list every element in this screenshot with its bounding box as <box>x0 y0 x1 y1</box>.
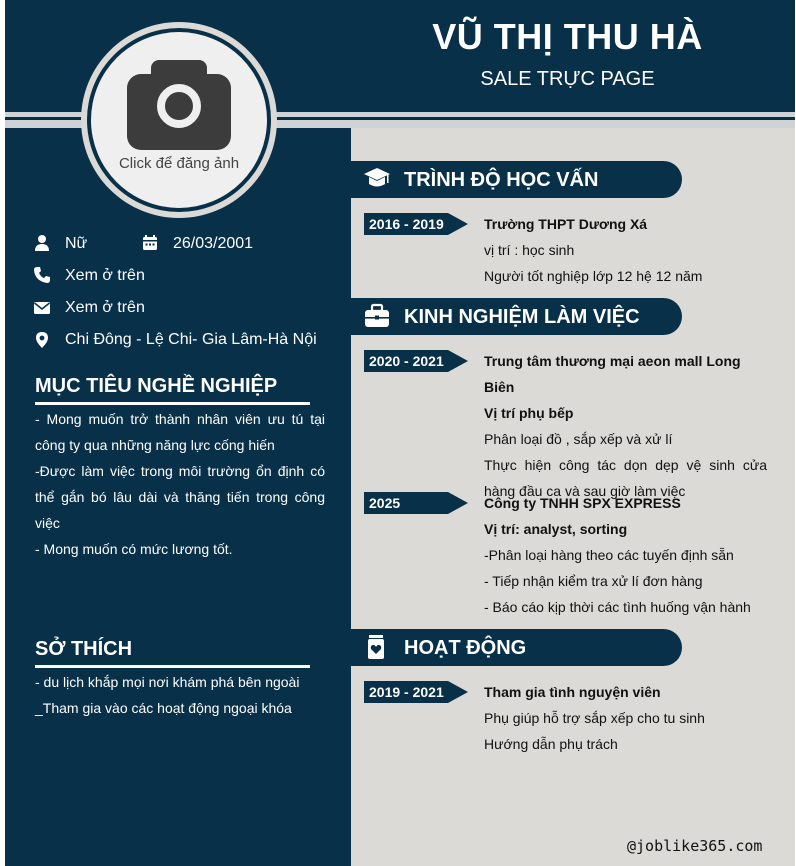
experience-entry <box>484 490 767 620</box>
phone-icon <box>33 266 51 284</box>
person-icon <box>33 234 51 252</box>
experience-period: 2025 <box>364 492 448 514</box>
tag-arrow <box>448 350 468 372</box>
gender-value: Nữ <box>65 235 88 252</box>
job-title: SALE TRỰC PAGE <box>480 68 655 90</box>
location-pin-icon <box>33 331 51 349</box>
tag-arrow <box>448 213 468 235</box>
job-role: Vị trí: analyst, sorting <box>484 521 628 537</box>
objective-text <box>35 406 325 562</box>
envelope-icon <box>33 299 51 317</box>
activities-header <box>351 629 682 666</box>
address-value: Chi Đông - Lệ Chi- Gia Lâm-Hà Nội <box>65 331 317 348</box>
education-line: Người tốt nghiệp lớp 12 hệ 12 năm <box>484 268 703 284</box>
activities-title: HOẠT ĐỘNG <box>404 637 527 659</box>
education-header <box>351 161 682 198</box>
experience-line: Thực hiện công tác dọn dẹp vệ sinh cửa hàng đầu ca và sau giờ làm việc <box>484 457 767 499</box>
experience-line: - Báo cáo kịp thời các tình huống vận hành <box>484 599 751 615</box>
phone-value: Xem ở trên <box>65 267 145 284</box>
education-title: TRÌNH ĐỘ HỌC VẤN <box>404 169 599 191</box>
company-name: Trung tâm thương mại aeon mall Long Biên <box>484 353 741 395</box>
footer-watermark: @joblike365.com <box>627 837 763 855</box>
company-name: Công ty TNHH SPX EXPRESS <box>484 495 681 511</box>
objective-line: -Được làm việc trong môi trường ổn định có thể gắn bó lâu dài và thăng tiến trong công việc <box>35 463 325 531</box>
activity-line: Phụ giúp hỗ trợ sắp xếp cho tu sinh <box>484 710 705 726</box>
education-entry <box>484 211 767 289</box>
cv-page <box>5 0 795 866</box>
birthdate-value: 26/03/2001 <box>173 235 254 252</box>
education-period: 2016 - 2019 <box>364 213 448 235</box>
activity-name: Tham gia tình nguyện viên <box>484 684 661 700</box>
experience-title: KINH NGHIỆM LÀM VIỆC <box>404 306 640 328</box>
activity-period: 2019 - 2021 <box>364 681 448 703</box>
hobbies-rule <box>35 665 310 668</box>
email-value: Xem ở trên <box>65 299 145 316</box>
tag-arrow <box>448 492 468 514</box>
experience-line: Phân loại đồ , sắp xếp và xử lí <box>484 431 673 447</box>
education-line: vị trí : học sinh <box>484 242 575 258</box>
activity-jar-icon <box>365 634 387 660</box>
objective-line: - Mong muốn có mức lương tốt. <box>35 541 233 557</box>
tag-arrow <box>448 681 468 703</box>
candidate-name: VŨ THỊ THU HÀ <box>432 16 703 57</box>
hobbies-list <box>35 669 325 721</box>
school-name: Trường THPT Dương Xá <box>484 216 648 232</box>
camera-lens-center <box>169 96 189 116</box>
experience-line: -Phân loại hàng theo các tuyến định sẵn <box>484 547 734 563</box>
experience-line: - Tiếp nhận kiểm tra xử lí đơn hàng <box>484 573 703 589</box>
avatar-caption[interactable]: Click để đăng ảnh <box>118 155 240 172</box>
activity-entry <box>484 679 767 757</box>
experience-header <box>351 298 682 335</box>
calendar-icon <box>141 234 159 252</box>
hobby-item: - du lịch khắp mọi nơi khám phá bên ngoài <box>35 674 300 690</box>
activity-line: Hướng dẫn phụ trách <box>484 736 618 752</box>
experience-entry <box>484 348 767 504</box>
objective-title: MỤC TIÊU NGHỀ NGHIỆP <box>35 375 278 397</box>
graduation-cap-icon <box>363 166 391 192</box>
hobbies-title: SỞ THÍCH <box>35 638 133 660</box>
job-role: Vị trí phụ bếp <box>484 405 574 421</box>
experience-period: 2020 - 2021 <box>364 350 448 372</box>
objective-line: - Mong muốn trở thành nhân viên ưu tú tại công ty qua những năng lực cống hiến <box>35 411 325 453</box>
objective-rule <box>35 402 310 405</box>
briefcase-icon <box>363 303 391 329</box>
hobby-item: _Tham gia vào các hoạt động ngoại khóa <box>35 700 292 716</box>
